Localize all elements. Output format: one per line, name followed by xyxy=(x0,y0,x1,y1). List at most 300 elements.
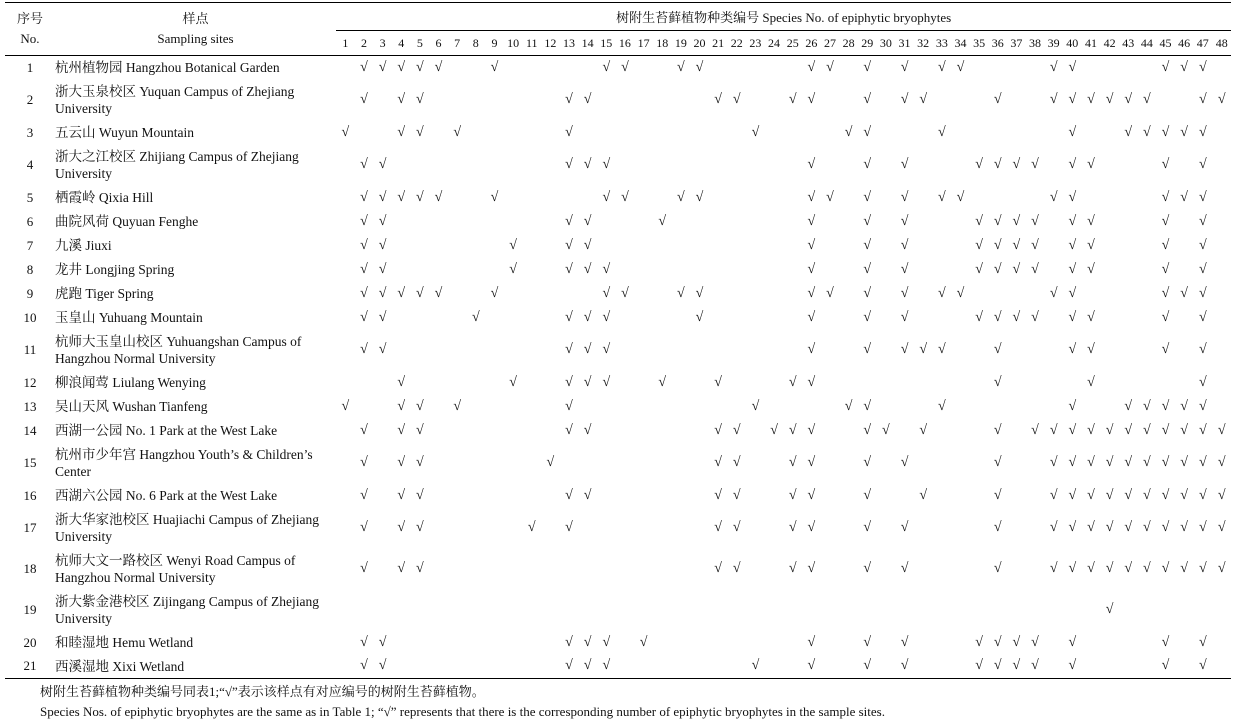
empty-species-cell xyxy=(1007,419,1026,443)
presence-check-mark: √ xyxy=(602,309,611,325)
row-number: 1 xyxy=(26,59,34,75)
empty-species-cell xyxy=(616,395,635,419)
presence-check-mark: √ xyxy=(1012,213,1021,229)
presence-check-mark: √ xyxy=(714,92,722,107)
species-number-header: 1 xyxy=(336,31,355,56)
presence-check-mark: √ xyxy=(900,634,909,650)
empty-species-cell xyxy=(821,443,840,484)
presence-check-mark: √ xyxy=(1198,487,1207,503)
empty-species-cell xyxy=(746,56,765,80)
presence-check-mark: √ xyxy=(900,189,909,205)
presence-check-mark: √ xyxy=(807,658,816,674)
presence-check-mark: √ xyxy=(1068,520,1077,535)
presence-check-mark: √ xyxy=(937,124,946,140)
empty-species-cell xyxy=(1175,330,1194,371)
empty-species-cell xyxy=(1119,234,1138,258)
empty-species-cell xyxy=(1007,121,1026,145)
presence-check-mark: √ xyxy=(378,342,387,357)
empty-species-cell xyxy=(895,484,914,508)
empty-species-cell xyxy=(765,484,784,508)
empty-species-cell xyxy=(914,443,933,484)
empty-species-cell xyxy=(485,121,504,145)
presence-check-mark: √ xyxy=(1161,309,1170,325)
presence-check-mark: √ xyxy=(360,342,368,357)
empty-species-cell xyxy=(1007,508,1026,549)
empty-species-cell xyxy=(933,80,952,121)
presence-check-mark: √ xyxy=(993,561,1002,576)
empty-species-cell xyxy=(1026,484,1045,508)
empty-species-cell xyxy=(448,443,467,484)
empty-species-cell xyxy=(1100,145,1119,186)
empty-species-cell xyxy=(765,655,784,679)
empty-species-cell xyxy=(1119,258,1138,282)
empty-species-cell xyxy=(1044,210,1063,234)
empty-species-cell xyxy=(485,419,504,443)
presence-check-mark: √ xyxy=(1068,422,1077,438)
empty-species-cell xyxy=(988,590,1007,631)
species-number-header: 8 xyxy=(466,31,485,56)
empty-species-cell xyxy=(709,145,728,186)
species-number-header: 43 xyxy=(1119,31,1138,56)
empty-species-cell xyxy=(634,145,653,186)
empty-species-cell xyxy=(1007,282,1026,306)
empty-species-cell xyxy=(466,631,485,655)
presence-check-mark: √ xyxy=(1068,261,1077,277)
presence-check-mark: √ xyxy=(863,285,872,301)
empty-species-cell xyxy=(1175,258,1194,282)
empty-species-cell xyxy=(1138,210,1157,234)
empty-species-cell xyxy=(653,590,672,631)
empty-species-cell xyxy=(727,371,746,395)
empty-species-cell xyxy=(485,395,504,419)
empty-species-cell xyxy=(839,419,858,443)
presence-check-mark: √ xyxy=(583,92,592,107)
empty-species-cell xyxy=(634,655,653,679)
empty-species-cell xyxy=(877,306,896,330)
empty-species-cell xyxy=(634,419,653,443)
presence-check-mark: √ xyxy=(863,561,872,576)
empty-species-cell xyxy=(429,395,448,419)
presence-check-mark: √ xyxy=(565,213,573,229)
empty-species-cell xyxy=(765,121,784,145)
sampling-site-name: 栖霞岭 Qixia Hill xyxy=(55,190,154,205)
presence-check-mark: √ xyxy=(882,422,890,438)
empty-species-cell xyxy=(560,282,579,306)
presence-check-mark: √ xyxy=(863,398,872,414)
presence-check-mark: √ xyxy=(975,261,983,277)
empty-species-cell xyxy=(634,508,653,549)
empty-species-cell xyxy=(690,330,709,371)
presence-check-mark: √ xyxy=(1049,487,1058,503)
empty-species-cell xyxy=(821,590,840,631)
presence-check-mark: √ xyxy=(416,487,424,503)
empty-species-cell xyxy=(821,80,840,121)
presence-check-mark: √ xyxy=(583,309,592,325)
presence-check-mark: √ xyxy=(1180,561,1188,576)
empty-species-cell xyxy=(783,395,802,419)
empty-species-cell xyxy=(1212,590,1231,631)
empty-species-cell xyxy=(690,590,709,631)
empty-species-cell xyxy=(616,258,635,282)
empty-species-cell xyxy=(672,210,691,234)
species-number-header: 12 xyxy=(541,31,560,56)
presence-check-mark: √ xyxy=(1105,487,1114,503)
presence-check-mark: √ xyxy=(1217,487,1226,503)
row-number: 16 xyxy=(23,487,37,503)
presence-check-mark: √ xyxy=(807,157,816,172)
presence-check-mark: √ xyxy=(826,59,834,75)
empty-species-cell xyxy=(765,306,784,330)
empty-species-cell xyxy=(951,80,970,121)
presence-check-mark: √ xyxy=(807,213,816,229)
empty-species-cell xyxy=(373,549,392,590)
presence-check-mark: √ xyxy=(453,398,461,414)
empty-species-cell xyxy=(1100,56,1119,80)
empty-species-cell xyxy=(690,210,709,234)
empty-species-cell xyxy=(933,419,952,443)
presence-check-mark: √ xyxy=(863,455,872,470)
empty-species-cell xyxy=(839,655,858,679)
empty-species-cell xyxy=(746,80,765,121)
row-number: 6 xyxy=(26,213,34,229)
presence-check-mark: √ xyxy=(583,634,592,650)
empty-species-cell xyxy=(411,306,430,330)
empty-species-cell xyxy=(578,443,597,484)
sampling-site-name: 杭师大文一路校区 Wenyi Road Campus of Hangzhou Normal University xyxy=(55,553,296,585)
empty-species-cell xyxy=(709,395,728,419)
presence-check-mark: √ xyxy=(583,422,592,438)
empty-species-cell xyxy=(1212,145,1231,186)
empty-species-cell xyxy=(1063,371,1082,395)
presence-check-mark: √ xyxy=(1012,261,1021,277)
presence-check-mark: √ xyxy=(360,455,368,470)
empty-species-cell xyxy=(541,395,560,419)
empty-species-cell xyxy=(821,210,840,234)
sampling-site-name: 浙大华家池校区 Huajiachi Campus of Zhejiang University xyxy=(55,512,319,544)
presence-check-mark: √ xyxy=(863,520,872,535)
empty-species-cell xyxy=(616,419,635,443)
empty-species-cell xyxy=(672,145,691,186)
presence-check-mark: √ xyxy=(1143,124,1151,140)
table-row xyxy=(5,330,1231,371)
empty-species-cell xyxy=(821,655,840,679)
empty-species-cell xyxy=(616,210,635,234)
empty-species-cell xyxy=(560,549,579,590)
empty-species-cell xyxy=(653,186,672,210)
empty-species-cell xyxy=(429,145,448,186)
empty-species-cell xyxy=(709,121,728,145)
empty-species-cell xyxy=(429,419,448,443)
empty-species-cell xyxy=(765,56,784,80)
presence-check-mark: √ xyxy=(1217,520,1226,535)
presence-check-mark: √ xyxy=(900,520,909,535)
presence-check-mark: √ xyxy=(509,374,517,390)
presence-check-mark: √ xyxy=(1068,124,1077,140)
empty-species-cell xyxy=(933,484,952,508)
empty-species-cell xyxy=(616,631,635,655)
presence-check-mark: √ xyxy=(397,92,406,107)
empty-species-cell xyxy=(933,258,952,282)
presence-check-mark: √ xyxy=(863,487,872,503)
empty-species-cell xyxy=(877,121,896,145)
empty-species-cell xyxy=(336,508,355,549)
presence-check-mark: √ xyxy=(1012,157,1021,172)
presence-check-mark: √ xyxy=(602,342,611,357)
empty-species-cell xyxy=(429,306,448,330)
presence-check-mark: √ xyxy=(1049,59,1058,75)
empty-species-cell xyxy=(1026,121,1045,145)
empty-species-cell xyxy=(522,234,541,258)
species-number-header: 32 xyxy=(914,31,933,56)
empty-species-cell xyxy=(541,145,560,186)
presence-check-mark: √ xyxy=(807,487,816,503)
sampling-site-cell xyxy=(55,186,336,210)
presence-check-mark: √ xyxy=(360,285,368,301)
empty-species-cell xyxy=(466,145,485,186)
presence-check-mark: √ xyxy=(378,59,387,75)
empty-species-cell xyxy=(877,395,896,419)
empty-species-cell xyxy=(597,395,616,419)
species-number-header: 11 xyxy=(522,31,541,56)
empty-species-cell xyxy=(466,371,485,395)
empty-species-cell xyxy=(373,590,392,631)
presence-check-mark: √ xyxy=(416,520,424,535)
empty-species-cell xyxy=(336,186,355,210)
sampling-site-cell xyxy=(55,80,336,121)
table-row xyxy=(5,186,1231,210)
presence-check-mark: √ xyxy=(602,285,611,301)
presence-check-mark: √ xyxy=(360,189,368,205)
presence-check-mark: √ xyxy=(416,398,424,414)
species-number-header: 6 xyxy=(429,31,448,56)
empty-species-cell xyxy=(783,330,802,371)
empty-species-cell xyxy=(970,484,989,508)
species-number-header: 7 xyxy=(448,31,467,56)
empty-species-cell xyxy=(653,655,672,679)
presence-check-mark: √ xyxy=(1049,285,1058,301)
presence-check-mark: √ xyxy=(1143,455,1151,470)
presence-check-mark: √ xyxy=(1124,422,1133,438)
presence-check-mark: √ xyxy=(1049,189,1058,205)
row-number: 11 xyxy=(23,342,37,357)
empty-species-cell xyxy=(504,282,523,306)
presence-check-mark: √ xyxy=(863,92,872,107)
empty-species-cell xyxy=(560,186,579,210)
table-row xyxy=(5,258,1231,282)
presence-check-mark: √ xyxy=(919,422,928,438)
sampling-site-cell xyxy=(55,419,336,443)
empty-species-cell xyxy=(653,395,672,419)
species-number-header: 41 xyxy=(1082,31,1101,56)
empty-species-cell xyxy=(578,395,597,419)
presence-check-mark: √ xyxy=(378,634,387,650)
empty-species-cell xyxy=(746,631,765,655)
presence-check-mark: √ xyxy=(378,285,387,301)
empty-species-cell xyxy=(448,631,467,655)
empty-species-cell xyxy=(485,371,504,395)
empty-species-cell xyxy=(485,655,504,679)
empty-species-cell xyxy=(746,234,765,258)
presence-check-mark: √ xyxy=(434,59,443,75)
sampling-site-cell xyxy=(55,330,336,371)
presence-check-mark: √ xyxy=(807,520,816,535)
table-row xyxy=(5,484,1231,508)
empty-species-cell xyxy=(597,484,616,508)
sampling-site-name: 浙大之江校区 Zhijiang Campus of Zhejiang University xyxy=(55,149,299,181)
empty-species-cell xyxy=(672,258,691,282)
empty-species-cell xyxy=(485,330,504,371)
presence-check-mark: √ xyxy=(378,157,387,172)
empty-species-cell xyxy=(709,258,728,282)
empty-species-cell xyxy=(634,258,653,282)
empty-species-cell xyxy=(1138,631,1157,655)
table-row xyxy=(5,210,1231,234)
presence-check-mark: √ xyxy=(565,237,573,253)
empty-species-cell xyxy=(765,234,784,258)
presence-check-mark: √ xyxy=(583,487,592,503)
sampling-site-cell xyxy=(55,590,336,631)
empty-species-cell xyxy=(821,330,840,371)
empty-species-cell xyxy=(429,631,448,655)
empty-species-cell xyxy=(336,419,355,443)
empty-species-cell xyxy=(877,484,896,508)
empty-species-cell xyxy=(1119,306,1138,330)
empty-species-cell xyxy=(1044,395,1063,419)
table-row xyxy=(5,306,1231,330)
empty-species-cell xyxy=(541,371,560,395)
presence-check-mark: √ xyxy=(844,398,853,414)
empty-species-cell xyxy=(429,234,448,258)
presence-check-mark: √ xyxy=(453,124,461,140)
presence-check-mark: √ xyxy=(937,285,946,301)
sampling-site-name: 杭州植物园 Hangzhou Botanical Garden xyxy=(55,60,280,76)
empty-species-cell xyxy=(951,330,970,371)
presence-check-mark: √ xyxy=(1012,237,1021,253)
empty-species-cell xyxy=(504,395,523,419)
empty-species-cell xyxy=(1119,210,1138,234)
sampling-site-cell xyxy=(55,56,336,80)
empty-species-cell xyxy=(690,234,709,258)
presence-check-mark: √ xyxy=(788,455,797,470)
presence-check-mark: √ xyxy=(714,520,722,535)
empty-species-cell xyxy=(541,484,560,508)
presence-check-mark: √ xyxy=(397,520,406,535)
presence-check-mark: √ xyxy=(1105,602,1114,617)
presence-check-mark: √ xyxy=(360,487,368,503)
presence-check-mark: √ xyxy=(621,285,629,301)
empty-species-cell xyxy=(727,306,746,330)
empty-species-cell xyxy=(988,56,1007,80)
presence-check-mark: √ xyxy=(1198,157,1207,172)
empty-species-cell xyxy=(448,234,467,258)
empty-species-cell xyxy=(429,549,448,590)
empty-species-cell xyxy=(951,655,970,679)
empty-species-cell xyxy=(541,234,560,258)
empty-species-cell xyxy=(951,306,970,330)
empty-species-cell xyxy=(746,443,765,484)
species-number-header: 21 xyxy=(709,31,728,56)
empty-species-cell xyxy=(634,210,653,234)
empty-species-cell xyxy=(877,145,896,186)
presence-check-mark: √ xyxy=(471,309,480,325)
empty-species-cell xyxy=(970,590,989,631)
presence-check-mark: √ xyxy=(1198,422,1207,438)
empty-species-cell xyxy=(1026,443,1045,484)
empty-species-cell xyxy=(727,655,746,679)
empty-species-cell xyxy=(1026,549,1045,590)
table-row xyxy=(5,56,1231,80)
empty-species-cell xyxy=(355,590,374,631)
empty-species-cell xyxy=(541,549,560,590)
empty-species-cell xyxy=(1212,258,1231,282)
species-number-header: 20 xyxy=(690,31,709,56)
empty-species-cell xyxy=(1100,631,1119,655)
row-number: 17 xyxy=(23,520,37,535)
empty-species-cell xyxy=(709,210,728,234)
empty-species-cell xyxy=(1082,395,1101,419)
presence-check-mark: √ xyxy=(1049,422,1058,438)
presence-check-mark: √ xyxy=(1198,342,1207,357)
empty-species-cell xyxy=(765,80,784,121)
empty-species-cell xyxy=(1044,655,1063,679)
presence-check-mark: √ xyxy=(1068,157,1077,172)
empty-species-cell xyxy=(690,419,709,443)
empty-species-cell xyxy=(541,508,560,549)
species-number-header: 24 xyxy=(765,31,784,56)
presence-check-mark: √ xyxy=(807,374,816,390)
presence-check-mark: √ xyxy=(1198,374,1207,390)
presence-check-mark: √ xyxy=(397,374,406,390)
empty-species-cell xyxy=(821,395,840,419)
empty-species-cell xyxy=(970,330,989,371)
presence-check-mark: √ xyxy=(1105,455,1114,470)
empty-species-cell xyxy=(429,258,448,282)
presence-check-mark: √ xyxy=(1068,342,1077,357)
presence-check-mark: √ xyxy=(1105,561,1114,576)
presence-check-mark: √ xyxy=(490,285,499,301)
empty-species-cell xyxy=(466,419,485,443)
table-row xyxy=(5,371,1231,395)
empty-species-cell xyxy=(877,655,896,679)
presence-check-mark: √ xyxy=(1180,59,1188,75)
presence-check-mark: √ xyxy=(975,634,983,650)
empty-species-cell xyxy=(672,330,691,371)
empty-species-cell xyxy=(541,306,560,330)
empty-species-cell xyxy=(466,484,485,508)
empty-species-cell xyxy=(839,330,858,371)
presence-check-mark: √ xyxy=(993,261,1002,277)
sampling-site-name: 玉皇山 Yuhuang Mountain xyxy=(55,310,203,325)
empty-species-cell xyxy=(783,258,802,282)
presence-check-mark: √ xyxy=(975,237,983,253)
empty-species-cell xyxy=(466,508,485,549)
table-row xyxy=(5,655,1231,679)
empty-species-cell xyxy=(727,282,746,306)
table-row xyxy=(5,590,1231,631)
presence-check-mark: √ xyxy=(1161,422,1170,438)
empty-species-cell xyxy=(783,186,802,210)
presence-check-mark: √ xyxy=(360,634,368,650)
presence-check-mark: √ xyxy=(1068,237,1077,253)
presence-check-mark: √ xyxy=(1068,487,1077,503)
presence-check-mark: √ xyxy=(1124,398,1133,414)
presence-check-mark: √ xyxy=(1198,658,1207,674)
empty-species-cell xyxy=(597,80,616,121)
empty-species-cell xyxy=(727,631,746,655)
empty-species-cell xyxy=(933,210,952,234)
empty-species-cell xyxy=(1007,56,1026,80)
empty-species-cell xyxy=(746,549,765,590)
